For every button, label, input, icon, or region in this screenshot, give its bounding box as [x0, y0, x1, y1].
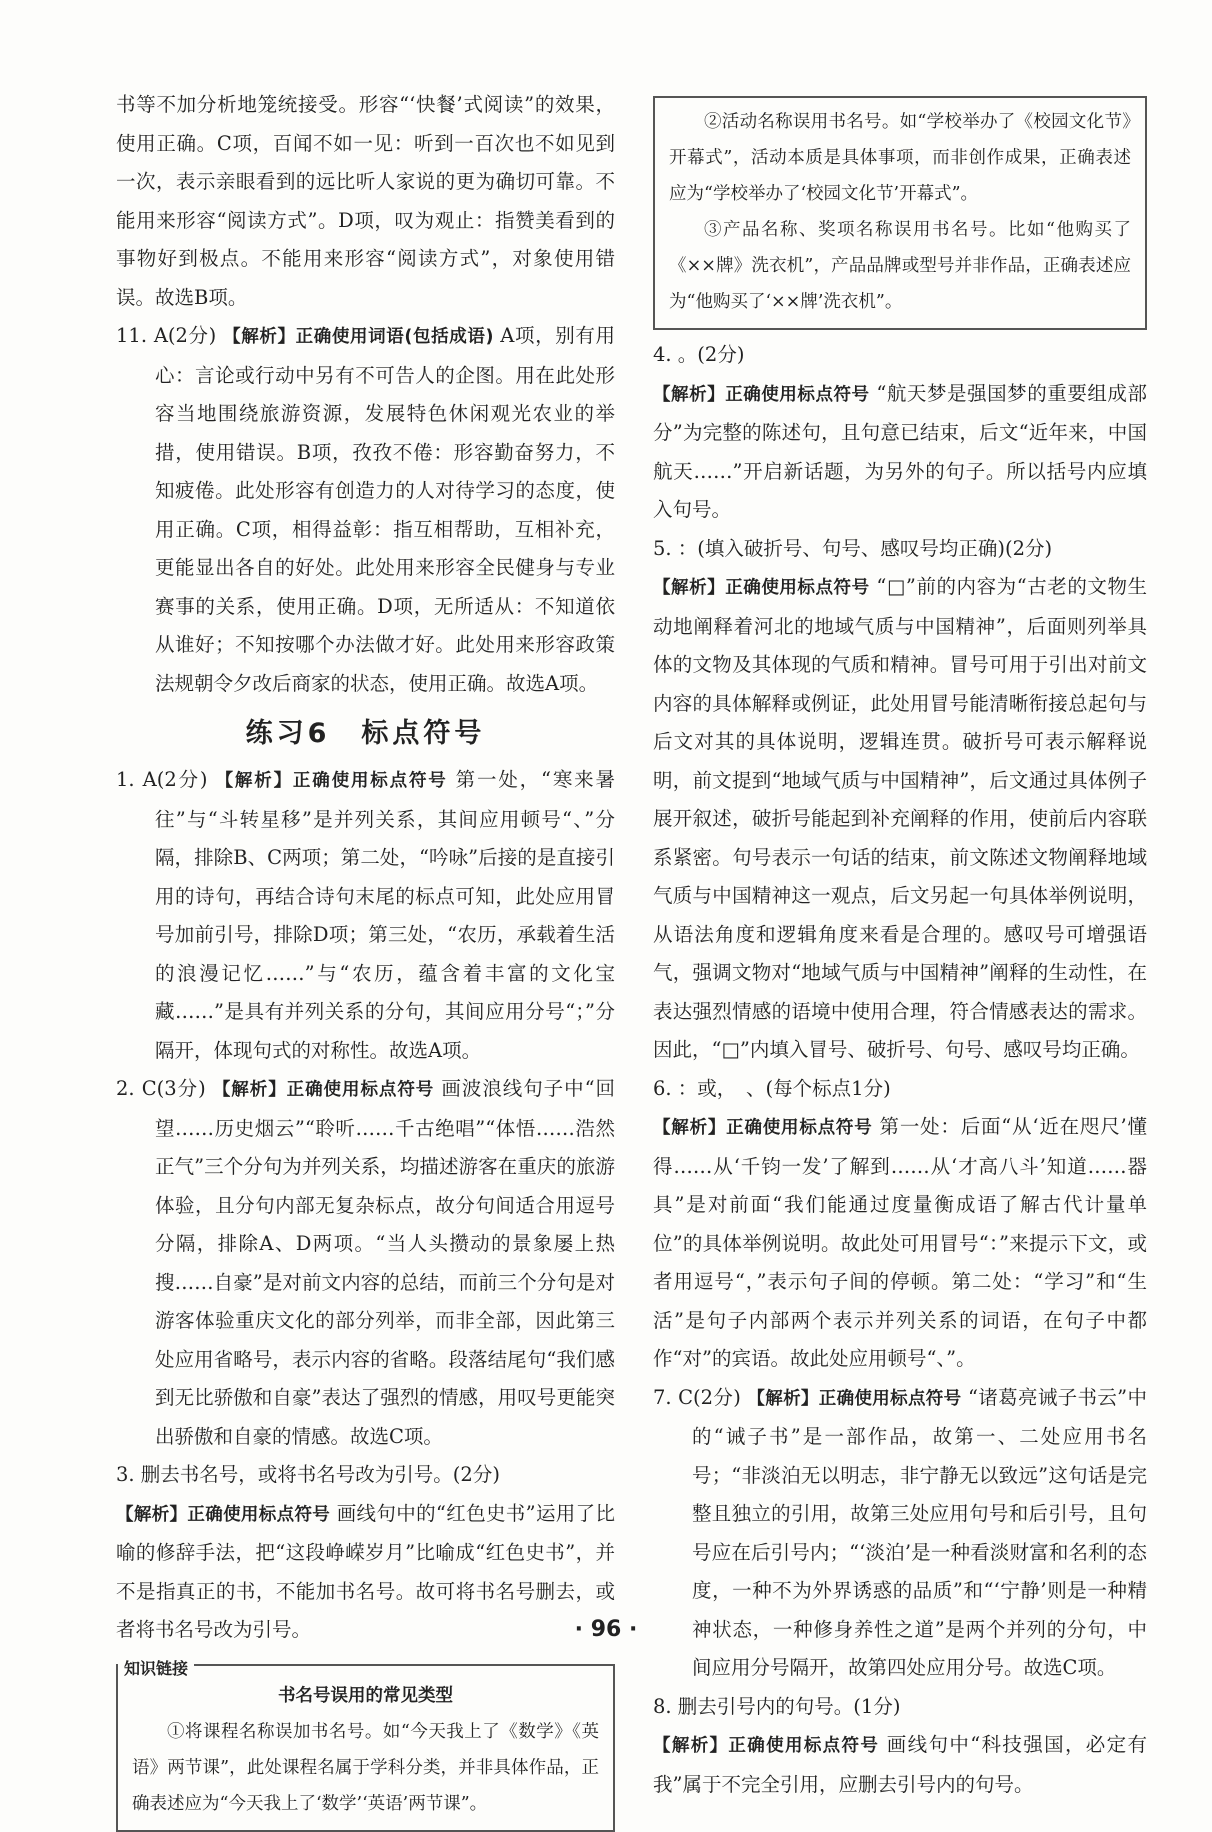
- analysis-tag: 【解析】正确使用标点符号: [653, 578, 870, 598]
- answer-text: A项，别有用心：言论或行动中另有不可告人的企图。用在此处形容当地围绕旅游资源，发展特色休闲观光农业的举措，使用错误。B项，孜孜不倦：形容勤奋努力，不知疲倦。此处形容有创造力的人对待学习的态度，使用正确。C项，相得益彰：指互相帮助，互相补充，更能显出各自的好处。此处用来形容全民健身与专业赛事的关系，使用正确。D项，无所适从：不知道依从谁好；不知按哪个办法做才好。此处用来形容政策法规朝令夕改后商家的状态，使用正确。故选A项。: [155, 324, 615, 695]
- answer-number: 2. C(3分): [116, 1077, 206, 1100]
- analysis-tag: 【解析】正确使用标点符号: [653, 1118, 873, 1138]
- knowledge-link-box-continued: [653, 96, 1147, 330]
- analysis-tag: 【解析】正确使用标点符号: [747, 1388, 962, 1409]
- answer-text: “诸葛亮诫子书云”中的“诫子书”是一部作品，故第一、二处应用书名号；“非淡泊无以明志，非宁静无以致远”这句话是完整且独立的引用，故第三处应用句号和后引号，且句号应在后引号内；“‘淡泊’是一种看淡财富和名利的态度，一种不为外界诱惑的品质”和“‘宁静’则是一种精神状态，一种修身养性之道”是两个并列的分句，中间应用分号隔开，故第四处应用分号。故选C项。: [692, 1385, 1147, 1679]
- analysis-tag: 【解析】正确使用标点符号: [215, 771, 448, 791]
- knowledge-link-tag: 知识链接: [118, 1656, 194, 1679]
- answer-number: 11. A(2分): [116, 324, 217, 347]
- answer-text: 画波浪线句子中“回望……历史烟云”“聆听……千古绝唱”“体悟……浩然正气”三个分句为并列关系，均描述游客在重庆的旅游体验，且分句内部无复杂标点，故分句间适合用逗号分隔，排除A、D两项。“当人头攒动的景象屡上热搜……自豪”是对前文内容的总结，而前三个分句是对游客体验重庆文化的部分列举，而非全部，因此第三处应用省略号，表示内容的省略。段落结尾句“我们感到无比骄傲和自豪”表达了强烈的情感，用叹号更能突出骄傲和自豪的情感。故选C项。: [155, 1077, 615, 1448]
- answer-3-header: 3. 删去书名号，或将书名号改为引号。(2分): [116, 1463, 500, 1486]
- paragraph-continued: 书等不加分析地笼统接受。形容“‘快餐’式阅读”的效果，使用正确。C项，百闻不如一见：听到一百次也不如见到一次，表示亲眼看到的远比听人家说的更为确切可靠。不能用来形容“阅读方式”。D项，叹为观止：指赞美看到的事物好到极点。不能用来形容“阅读方式”，对象使用错误。故选B项。: [116, 93, 615, 309]
- knowledge-item-1: ①将课程名称误加书名号。如“今天我上了《数学》《英语》两节课”，此处课程名属于学科分类，并非具体作品，正确表述应为“今天我上了‘数学’‘英语’两节课”。: [132, 1721, 599, 1814]
- answer-number: 1. A(2分): [116, 768, 208, 791]
- answer-11: [116, 317, 615, 703]
- right-column: [653, 96, 1147, 1804]
- page-number: · 96 ·: [574, 1617, 638, 1642]
- analysis-tag: 【解析】正确使用标点符号: [116, 1504, 331, 1525]
- section-title: 练习6 标点符号: [245, 718, 486, 749]
- answer-6-analysis: [653, 1108, 1147, 1379]
- answer-8-analysis: [653, 1726, 1147, 1804]
- answer-text: 画线句中“科技强国，必定有我”属于不完全引用，应删去引号内的句号。: [653, 1733, 1147, 1796]
- knowledge-item-3: ③产品名称、奖项名称误用书名号。比如“他购买了《××牌》洗衣机”，产品品牌或型号并非作品，正确表述应为“他购买了‘××牌’洗衣机”。: [669, 220, 1131, 312]
- answer-5-analysis: [653, 568, 1147, 1070]
- analysis-tag: 【解析】正确使用标点符号: [212, 1080, 435, 1100]
- analysis-tag: 【解析】正确使用词语(包括成语): [223, 327, 494, 347]
- answer-text: 第一处，“寒来暑往”与“斗转星移”是并列关系，其间应用顿号“、”分隔，排除B、C两项；第二处，“吟咏”后接的是直接引用的诗句，再结合诗句末尾的标点可知，此处应用冒号加前引号，排除D项；第三处，“农历，承载着生活的浪漫记忆……”与“农历，蕴含着丰富的文化宝藏……”是具有并列关系的分句，其间应用分号“；”分隔开，体现句式的对称性。故选A项。: [155, 768, 616, 1062]
- knowledge-link-box: [116, 1658, 615, 1832]
- answer-number: 7. C(2分): [653, 1385, 741, 1409]
- answer-2: [116, 1070, 615, 1456]
- knowledge-link-title: 书名号误用的常见类型: [278, 1685, 453, 1706]
- answer-5-header: 5. ：(填入破折号、句号、感叹号均正确)(2分): [653, 536, 1053, 560]
- answer-text: 第一处：后面“从‘近在咫尺’懂得……从‘千钧一发’了解到……从‘才高八斗’知道……器具”是对前面“我们能通过度量衡成语了解古代计量单位”的具体举例说明。故此处可用冒号“：”来提示下文，或者用逗号“，”表示句子间的停顿。第二处：“学习”和“生活”是句子内部两个表示并列关系的词语，在句子中都作“对”的宾语。故此处应用顿号“、”。: [653, 1115, 1148, 1370]
- answer-4-analysis: [653, 375, 1147, 530]
- knowledge-item-2: ②活动名称误用书名号。如“学校举办了《校园文化节》开幕式”，活动本质是具体事项，而非创作成果，正确表述应为“学校举办了‘校园文化节’开幕式”。: [669, 112, 1131, 204]
- analysis-tag: 【解析】正确使用标点符号: [653, 1736, 880, 1756]
- answer-text: “□”前的内容为“古老的文物生动地阐释着河北的地域气质与中国精神”，后面则列举具体的文物及其体现的气质和精神。冒号可用于引出对前文内容的具体解释或例证，此处用冒号能清晰衔接总起句与后文对其的具体说明，逻辑连贯。破折号可表示解释说明，前文提到“地域气质与中国精神”，后文通过具体例子展开叙述，破折号能起到补充阐释的作用，使前后内容联系紧密。句号表示一句话的结束，前文陈述文物阐释地域气质与中国精神这一观点，后文另起一句具体举例说明，从语法角度和逻辑角度来看是合理的。感叹号可增强语气，强调文物对“地域气质与中国精神”阐释的生动性，在表达强烈情感的语境中使用合理，符合情感表达的需求。因此，“□”内填入冒号、破折号、句号、感叹号均正确。: [653, 575, 1148, 1061]
- answer-text: 画线句中的“红色史书”运用了比喻的修辞手法，把“这段峥嵘岁月”比喻成“红色史书”，并不是指真正的书，不能加书名号。故可将书名号删去，或者将书名号改为引号。: [116, 1501, 615, 1641]
- answer-8-header: 8. 删去引号内的句号。(1分): [653, 1694, 901, 1718]
- answer-text: “航天梦是强国梦的重要组成部分”为完整的陈述句，且句意已结束，后文“近年来，中国航天……”开启新话题，为另外的句子。所以括号内应填入句号。: [653, 381, 1147, 521]
- answer-4-header: 4. 。(2分): [653, 343, 745, 366]
- answer-1: [116, 761, 615, 1070]
- left-column: [116, 86, 615, 1832]
- analysis-tag: 【解析】正确使用标点符号: [653, 384, 870, 405]
- answer-6-header: 6. ：或， 、(每个标点1分): [653, 1076, 891, 1100]
